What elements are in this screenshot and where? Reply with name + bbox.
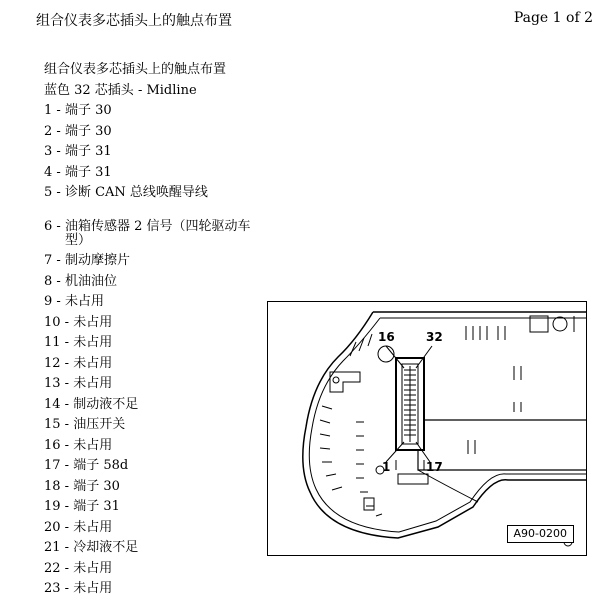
pin-number: 3 - (44, 144, 61, 159)
pin-row (44, 142, 269, 163)
pin-number: 19 - (44, 499, 70, 514)
pin-description: 诊断 CAN 总线唤醒导线 (64, 185, 208, 200)
pin-number: 21 - (44, 540, 70, 555)
pin-label-16: 16 (378, 330, 395, 344)
pin-number: 6 - (44, 219, 61, 234)
pin-number: 1 - (44, 103, 61, 118)
page-number: Page 1 of 2 (513, 10, 593, 26)
pin-description: 油箱传感器 2 信号（四轮驱动车型） (64, 219, 251, 248)
pin-number: 18 - (44, 478, 70, 494)
pin-description: 未占用 (73, 437, 113, 453)
pin-description: 端子 30 (64, 103, 112, 118)
pin-row (44, 217, 269, 251)
pin-number: 2 - (44, 123, 61, 139)
pin-row (44, 374, 269, 395)
pin-number: 8 - (44, 273, 61, 289)
figure-id: A90-0200 (507, 525, 575, 543)
pin-description: 制动液不足 (73, 396, 139, 412)
pin-description: 未占用 (73, 519, 113, 535)
pin-number: 13 - (44, 376, 70, 391)
pin-number: 5 - (44, 185, 61, 200)
pin-description: 未占用 (73, 581, 113, 596)
pin-number: 4 - (44, 164, 61, 180)
pin-description: 未占用 (73, 355, 113, 371)
document-title: 组合仪表多芯插头上的触点布置 (44, 62, 227, 77)
pin-row (44, 163, 269, 184)
pin-row (44, 395, 269, 416)
pin-row (44, 101, 269, 122)
pin-label-1: 1 (382, 460, 391, 474)
pin-row (44, 313, 269, 334)
pin-row (44, 122, 269, 143)
pin-row (44, 538, 269, 559)
pin-row (44, 436, 269, 457)
pin-row (44, 354, 269, 375)
pin-row (44, 497, 269, 518)
pin-row (44, 415, 269, 436)
pin-number: 23 - (44, 581, 70, 596)
pin-description: 油压开关 (73, 417, 126, 432)
pin-list (44, 101, 269, 600)
pin-row (44, 272, 269, 293)
pin-row (44, 251, 269, 272)
pin-description: 未占用 (73, 560, 113, 576)
pin-description: 端子 30 (73, 478, 120, 494)
pin-number: 14 - (44, 396, 70, 412)
pin-description: 未占用 (64, 294, 104, 309)
pin-description: 端子 30 (64, 123, 112, 139)
page-header-title: 组合仪表多芯插头上的触点布置 (36, 13, 232, 29)
pin-number: 11 - (44, 335, 70, 350)
pin-description: 制动摩擦片 (64, 253, 130, 268)
pin-row (44, 477, 269, 498)
pin-label-17: 17 (426, 460, 443, 474)
pin-description: 端子 58d (73, 458, 129, 473)
pin-number: 15 - (44, 417, 70, 432)
pin-row (44, 333, 269, 354)
pin-number: 9 - (44, 294, 61, 309)
pin-description: 冷却液不足 (73, 540, 139, 555)
pin-description: 端子 31 (64, 164, 112, 180)
pin-number: 7 - (44, 253, 61, 268)
pin-row (44, 559, 269, 580)
pin-description: 机油油位 (64, 273, 117, 289)
pin-row (44, 579, 269, 600)
pin-row (44, 518, 269, 539)
pin-row (44, 292, 269, 313)
document-body (44, 60, 269, 600)
pin-number: 22 - (44, 560, 70, 576)
pin-description: 未占用 (73, 314, 113, 330)
pin-number: 12 - (44, 355, 70, 371)
pin-row (44, 183, 269, 217)
pin-description: 未占用 (73, 335, 113, 350)
pin-description: 端子 31 (73, 499, 120, 514)
pin-number: 17 - (44, 458, 70, 473)
pin-number: 16 - (44, 437, 70, 453)
pin-description: 端子 31 (64, 144, 112, 159)
connector-figure (267, 301, 587, 556)
pin-row (44, 456, 269, 477)
pin-number: 10 - (44, 314, 70, 330)
pin-number: 20 - (44, 519, 70, 535)
pin-label-32: 32 (426, 330, 443, 344)
pin-description: 未占用 (73, 376, 113, 391)
connector-subtitle: 蓝色 32 芯插头 - Midline (44, 82, 197, 98)
